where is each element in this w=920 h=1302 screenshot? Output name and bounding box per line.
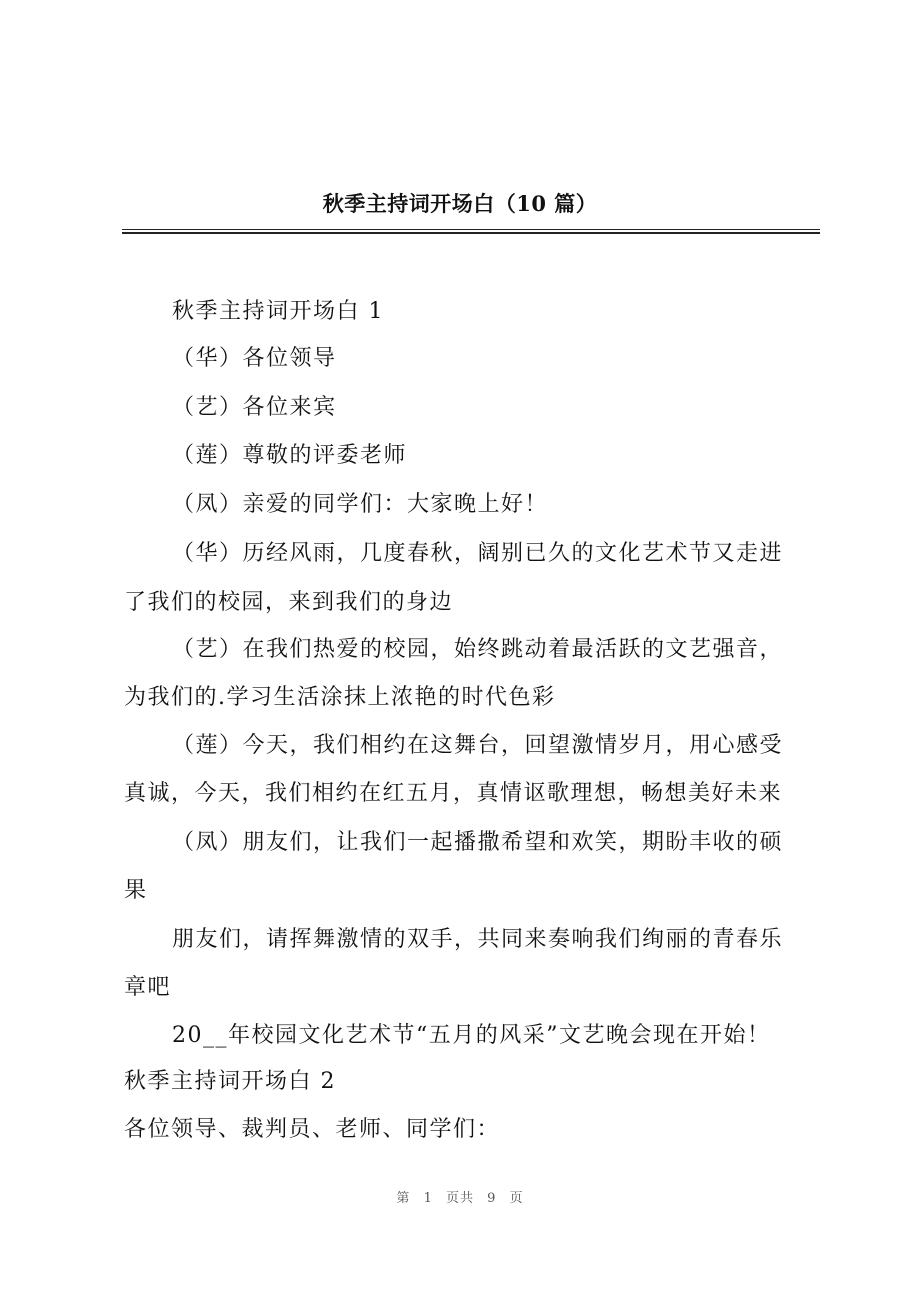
body-line: （凤）朋友们，让我们一起播撒希望和欢笑，期盼丰收的硕: [172, 830, 784, 855]
body-line: （艺）在我们热爱的校园，始终跳动着最活跃的文艺强音，: [172, 637, 784, 662]
footer-total-pages: 9: [487, 1191, 497, 1206]
footer-page-number: 1: [423, 1191, 433, 1206]
body-line: 真诚，今天，我们相约在红五月，真情讴歌理想，畅想美好未来: [124, 781, 783, 806]
section-heading: 秋季主持词开场白 1: [172, 299, 384, 324]
body-line: 20__年校园文化艺术节“五月的风采”文艺晚会现在开始！: [172, 1023, 771, 1048]
body-line: （艺）各位来宾: [172, 395, 337, 420]
footer-prefix: 第: [396, 1191, 411, 1206]
page-footer: [0, 1187, 920, 1206]
footer-middle: 页共: [445, 1191, 474, 1206]
body-line: （莲）今天，我们相约在这舞台，回望激情岁月，用心感受: [172, 733, 784, 758]
footer-suffix: 页: [509, 1191, 524, 1206]
document-title: 秋季主持词开场白（10 篇）: [322, 191, 598, 216]
body-line: 各位领导、裁判员、老师、同学们：: [124, 1117, 501, 1142]
body-line: 章吧: [124, 975, 172, 1000]
body-line: （华）各位领导: [172, 346, 337, 371]
body-line: （凤）亲爱的同学们：大家晚上好！: [172, 492, 549, 517]
body-line: 果: [124, 878, 148, 903]
title-divider-top: [122, 229, 820, 230]
body-line: 了我们的校园，来到我们的身边: [124, 590, 454, 615]
body-line: （莲）尊敬的评委老师: [172, 443, 408, 468]
body-line: （华）历经风雨，几度春秋，阔别已久的文化艺术节又走进: [172, 541, 784, 566]
body-line: 朋友们，请挥舞激情的双手，共同来奏响我们绚丽的青春乐: [172, 927, 784, 952]
title-divider-bottom: [122, 232, 820, 234]
body-line: 为我们的.学习生活涂抹上浓艳的时代色彩: [124, 685, 556, 710]
section-heading: 秋季主持词开场白 2: [124, 1069, 336, 1094]
